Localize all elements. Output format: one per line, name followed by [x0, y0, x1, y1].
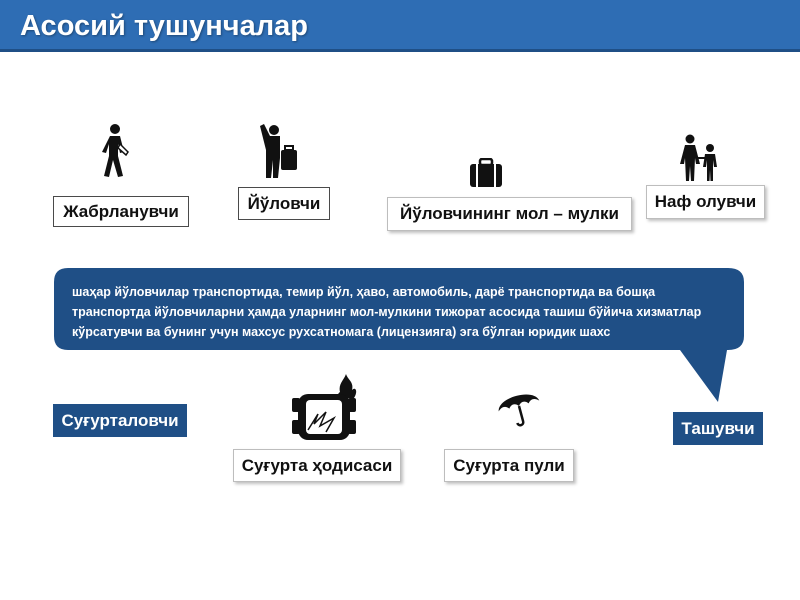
label-beneficiary: Наф олувчи	[646, 185, 765, 219]
label-insurer: Суғурталовчи	[53, 404, 187, 437]
label-victim: Жабрланувчи	[53, 196, 189, 227]
label-passenger-luggage: Йўловчининг мол – мулки	[387, 197, 632, 231]
label-insured-event: Суғурта ҳодисаси	[233, 449, 401, 482]
callout-definition-text: шаҳар йўловчилар транспортида, темир йўл, ҳаво, автомобиль, дарё транспортида ва бошқа транспортда йўловчиларни ҳамда уларнинг мол-мулкини тижорат асосида ташиш бўйича хизматлар кўрсатувчи ва бунинг учун махсус рухсатномага (лицензияга) эга бўлган юридик шахс	[72, 285, 702, 339]
page-title: Асосий тушунчалар	[20, 10, 308, 42]
label-passenger: Йўловчи	[238, 187, 330, 220]
label-insurance-money: Суғурта пули	[444, 449, 574, 482]
label-carrier: Ташувчи	[673, 412, 763, 445]
